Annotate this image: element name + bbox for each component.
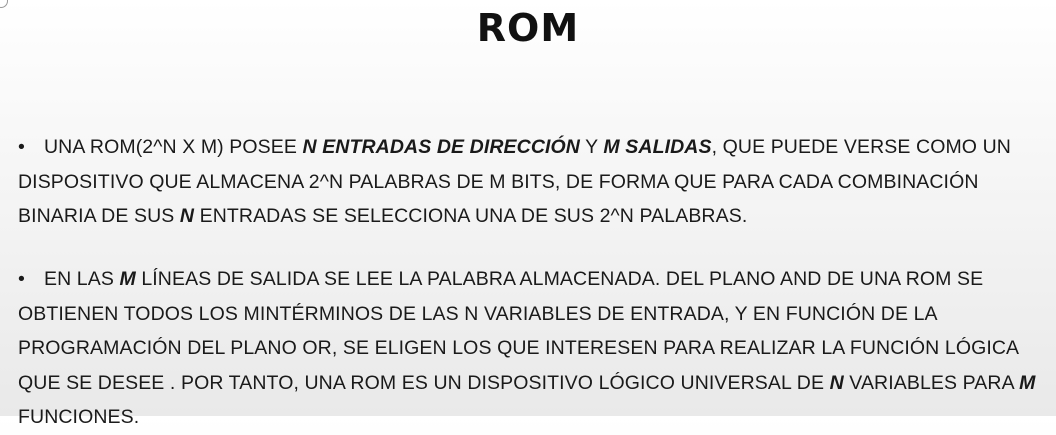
text-segment: UNA ROM(2^N X M) POSEE — [44, 136, 303, 158]
emphasis-text: N — [829, 371, 844, 394]
text-segment: ENTRADAS SE SELECCIONA UNA DE SUS 2^N PALABRAS. — [194, 205, 748, 227]
emphasis-text: M — [119, 268, 136, 290]
bullet-paragraph-1 — [18, 130, 1048, 234]
emphasis-text: M — [1019, 371, 1036, 394]
emphasis-text: M SALIDAS — [603, 136, 712, 158]
text-segment: FUNCIONES. — [18, 406, 140, 428]
text-segment: LÍNEAS DE SALIDA SE LEE LA PALABRA ALMACENADA. DEL PLANO AND DE UNA ROM SE OBTIENEN TODOS LOS MINTÉRMINOS DE LAS N VARIABLES DE ENTRADA, Y EN FUNCIÓN DE LA PROGRAMACIÓN DEL PLANO OR, SE ELIGEN LOS QUE INTERESEN PARA REALIZAR LA FUNCIÓN LÓGICA QUE SE DESEE . POR TANTO, UNA ROM ES UN DISPOSITIVO LÓGICO UNIVERSAL DE — [18, 268, 1019, 394]
bullet-icon: • — [18, 136, 25, 158]
emphasis-text: N — [179, 205, 195, 227]
text-segment: Y — [579, 136, 604, 158]
bullet-paragraph-2 — [18, 262, 1048, 435]
text-segment: , QUE PUEDE VERSE COMO UN DISPOSITIVO QUE ALMACENA 2^N PALABRAS DE M BITS, DE FORMA QUE PARA CADA COMBINACIÓN BINARIA DE SUS — [18, 136, 1011, 227]
page-title: ROM — [476, 6, 580, 50]
text-segment: EN LAS — [44, 268, 120, 290]
bullet-icon: • — [18, 268, 25, 290]
emphasis-text: N ENTRADAS DE DIRECCIÓN — [302, 136, 580, 158]
text-segment: VARIABLES PARA — [843, 371, 1020, 394]
